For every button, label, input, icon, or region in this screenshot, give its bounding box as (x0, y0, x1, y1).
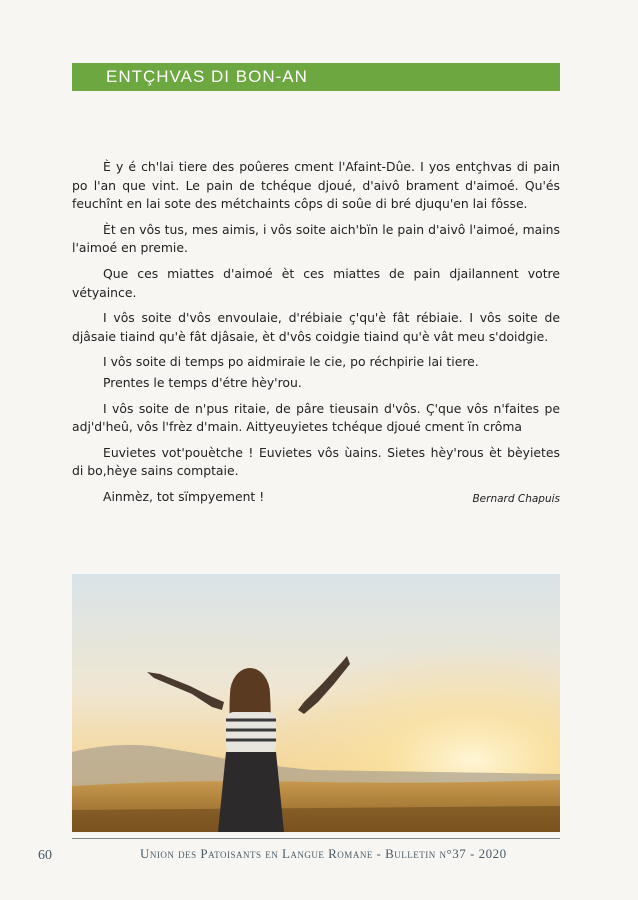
paragraph: I vôs soite de n'pus ritaie, de pâre tieusain d'vôs. Ç'que vôs n'faites pe adj'd'heû, vôs l'frèz d'main. Aittyeuyietes tchéque djoué cment ïn crôma (72, 400, 560, 435)
author-signature: Bernard Chapuis (472, 493, 560, 505)
paragraph: Euvietes vot'pouètche ! Euvietes vôs ùains. Sietes hèy'rous èt bèyietes di bo,hèye sains comptaie. (72, 444, 560, 479)
sunset-photo (72, 574, 560, 832)
paragraph: Èt en vôs tus, mes aimis, i vôs soite aich'bïn le pain d'aivô l'aimoé, mains l'aimoé en premie. (72, 221, 560, 256)
paragraph: I vôs soite di temps po aidmiraie le cie, po réchpirie lai tiere. (103, 354, 479, 370)
paragraph: Prentes le temps d'étre hèy'rou. (103, 374, 302, 390)
publication-footer: Union des Patoisants en Langue Romane - Bulletin n°37 - 2020 (140, 846, 507, 861)
page-title: ENTÇHVAS DI BON-AN (106, 67, 308, 86)
paragraph: Que ces miattes d'aimoé èt ces miattes de pain djailannent votre vétyaince. (72, 265, 560, 300)
paragraph: I vôs soite d'vôs envoulaie, d'rébiaie ç'qu'è fât rébiaie. I vôs soite de djâsaie tiaind qu'è fât djâsaie, èt d'vôs coidgie tiaind qu'è vât meu s'doidgie. (72, 310, 560, 344)
paragraph: Ainmèz, tot sïmpyement ! (103, 488, 265, 504)
title-bar (72, 63, 560, 91)
paragraph: È y é ch'lai tiere des poûeres cment l'Afaint-Dûe. I yos entçhvas di pain po l'an que vint. Le pain de tchéque djoué, d'aivô brament d'aimoé. Qu'és feuchînt en lai sote des métchaints côps di soûe di bré djuqu'en lai fôsse. (72, 159, 560, 212)
page-number: 60 (38, 848, 52, 863)
footer-divider (72, 838, 560, 839)
article-body (72, 158, 560, 514)
